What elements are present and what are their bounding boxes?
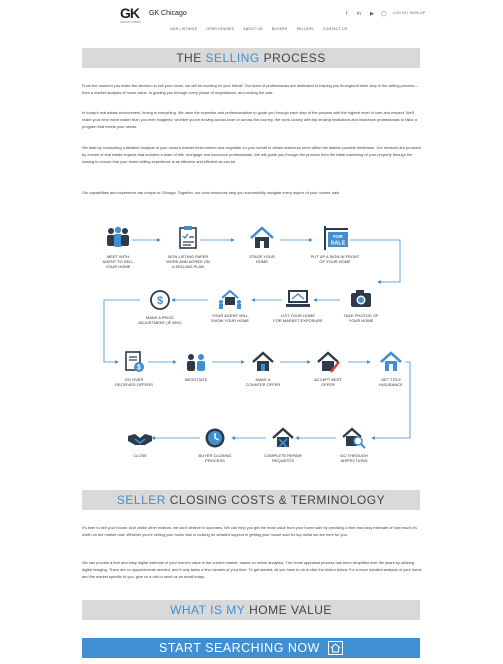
process-step-stage-home <box>240 225 284 264</box>
logo-tagline: GROUP KHORA <box>120 21 141 24</box>
cta-label: START SEARCHING NOW <box>159 641 320 655</box>
document-dollar-icon <box>122 350 146 374</box>
step-label: SIGN LISTING PAPER WORK AND AGREE ON A SELLING PLAN <box>166 254 210 269</box>
start-searching-button[interactable] <box>82 638 420 658</box>
checklist-icon <box>175 225 201 251</box>
nav-about-us[interactable]: ABOUT US <box>243 27 263 31</box>
step-label: TAKE PHOTOS OF YOUR HOME <box>343 313 379 323</box>
process-step-title-insurance <box>368 350 414 387</box>
house-tools-icon <box>270 426 296 450</box>
for-sale-text-bottom: SALE <box>330 240 346 247</box>
intro-paragraph-1: From the moment you make the decision to sell your home, we will be working on your behalf. Our team of professionals are dedicated to helping you throughout each step in the selling process—from a market analysis of home value, to guiding you through every phase of negotiations, and closing the sale. <box>82 83 419 95</box>
step-label: LIST YOUR HOME FOR MARKET EXPOSURE <box>273 313 323 323</box>
process-step-inspections <box>330 426 378 463</box>
process-step-accept-offer <box>304 350 352 387</box>
instagram-icon[interactable]: ◯ <box>381 11 387 17</box>
nav-open-houses[interactable]: OPEN HOUSES <box>206 27 235 31</box>
step-label: GET TITLE INSURANCE <box>379 377 403 387</box>
nav-contact-us[interactable]: CONTACT US <box>322 27 348 31</box>
step-label: GO THROUGH INSPECTIONS <box>340 453 368 463</box>
people-icon <box>103 225 133 251</box>
step-label: COMPLETE REPAIR REQUESTS <box>264 453 302 463</box>
process-step-list-home <box>266 288 330 323</box>
house-magnifier-icon <box>341 426 367 450</box>
closing-costs-title: SELLER CLOSING COSTS & TERMINOLOGY <box>82 490 420 510</box>
step-label: BUYER CLOSING PROCESS <box>198 453 232 463</box>
step-label: NEGOTIATE <box>184 377 208 382</box>
house-pen-icon <box>315 350 341 374</box>
step-label: YOUR AGENT WILL SHOW YOUR HOME <box>210 313 250 323</box>
process-step-sign-listing <box>156 225 220 269</box>
intro-paragraph-4: Our capabilities and experience are unique to Chicago. Together, our local resources help you successfully navigate every aspect of your homes' sale. <box>82 190 341 195</box>
clock-icon <box>203 426 227 450</box>
svg-text:$: $ <box>137 364 141 372</box>
process-step-negotiate <box>176 350 216 382</box>
process-step-for-sale-sign <box>300 225 370 264</box>
house-icon <box>250 350 276 374</box>
intro-paragraph-3: We start by conducting a detailed analysis of your home's market environment and negotiate on your behalf to obtain maximum price within the fastest possible timeframe. Our services are provided by a team of real estate experts that includes a team of title, mortgage and insurance professionals. We will guide you through the process from the initial marketing of your property through the closing to ensure that your home selling experience is as effective and efficient as can be. <box>82 145 421 164</box>
process-step-meet-agent <box>95 225 141 269</box>
computer-icon <box>284 288 312 310</box>
camera-icon <box>348 288 374 310</box>
home-value-title: WHAT IS MY HOME VALUE <box>82 600 420 620</box>
login-signup-link[interactable]: LOG IN | SIGN UP <box>393 11 426 15</box>
step-label: GO OVER RECEIVED OFFERS <box>115 377 153 387</box>
step-label: STAGE YOUR HOME <box>249 254 275 264</box>
process-step-received-offers <box>110 350 158 387</box>
for-sale-sign-icon <box>320 225 350 251</box>
house-people-icon <box>216 288 244 310</box>
nav-our-listings[interactable]: OUR LISTINGS <box>170 27 198 31</box>
intro-paragraph-2: In today's real estate environment, timing is everything. We have the expertise and professionalism to guide you through each step of the process with the highest level of care and respect. We'll make your next move easier than you ever imagined, whether you're moving across town or across the country. We work closely with top lending institutions and insurance professionals to tailor a program that meets your needs. <box>82 110 417 129</box>
brand-name[interactable]: GK Chicago <box>149 10 187 17</box>
process-step-repair-requests <box>256 426 310 463</box>
handshake-icon <box>126 426 154 450</box>
closing-paragraph-1: It's time to sell your house. And unlike other realtors, we don't believe in surprises. We can help you get the most value from your home sale by providing a free and easy estimate of how much it's worth on the market now. Whether you're selling your home fast or looking for detailed support in getting your house sold for top dollar we are here for you. <box>82 525 417 537</box>
logo-mark: GK <box>120 5 139 21</box>
linkedin-icon[interactable]: in <box>357 11 361 17</box>
house-icon <box>249 225 275 251</box>
nav-buyers[interactable]: BUYERS <box>271 27 288 31</box>
people-icon <box>183 350 209 374</box>
svg-text:$: $ <box>156 295 164 307</box>
closing-paragraph-2: We can provide a free and easy digital estimate of your home's value in the current market, based on online analytics. The home appraisal process has been simplified over the years by utilizing digital imaging. There are no appointments needed, and it only takes a few minutes of your time. To get started, all you have to do is click the button below. For a more detailed analysis of your home and the market specific to you, give us a call or send us an email today. <box>82 560 422 579</box>
process-step-take-photos <box>334 288 388 323</box>
process-step-show-home <box>200 288 260 323</box>
step-label: MEET WITH AGENT TO SELL YOUR HOME <box>102 254 134 269</box>
step-label: ACCEPT BEST OFFER <box>314 377 342 387</box>
step-label: CLOSE <box>133 453 147 458</box>
price-tag-icon <box>148 288 172 312</box>
for-sale-text-top: FOR <box>333 234 343 239</box>
process-step-buyer-closing <box>190 426 240 463</box>
youtube-icon[interactable]: ▶ <box>370 11 374 17</box>
house-icon <box>378 350 404 374</box>
selling-process-title: THE SELLING PROCESS <box>82 48 420 68</box>
step-label: PUT UP A SIGN IN FRONT OF YOUR HOME <box>310 254 360 264</box>
process-step-close <box>120 426 160 458</box>
process-step-price-adjustment <box>128 288 192 325</box>
home-icon <box>328 641 343 655</box>
nav-sellers[interactable]: SELLERS <box>296 27 314 31</box>
step-label: MAKE A PRICE ADJUSTMENT (IF ANY) <box>138 315 182 325</box>
step-label: MAKE A COUNTER OFFER <box>245 377 281 387</box>
facebook-icon[interactable]: f <box>346 11 348 17</box>
process-step-counter-offer <box>238 350 288 387</box>
